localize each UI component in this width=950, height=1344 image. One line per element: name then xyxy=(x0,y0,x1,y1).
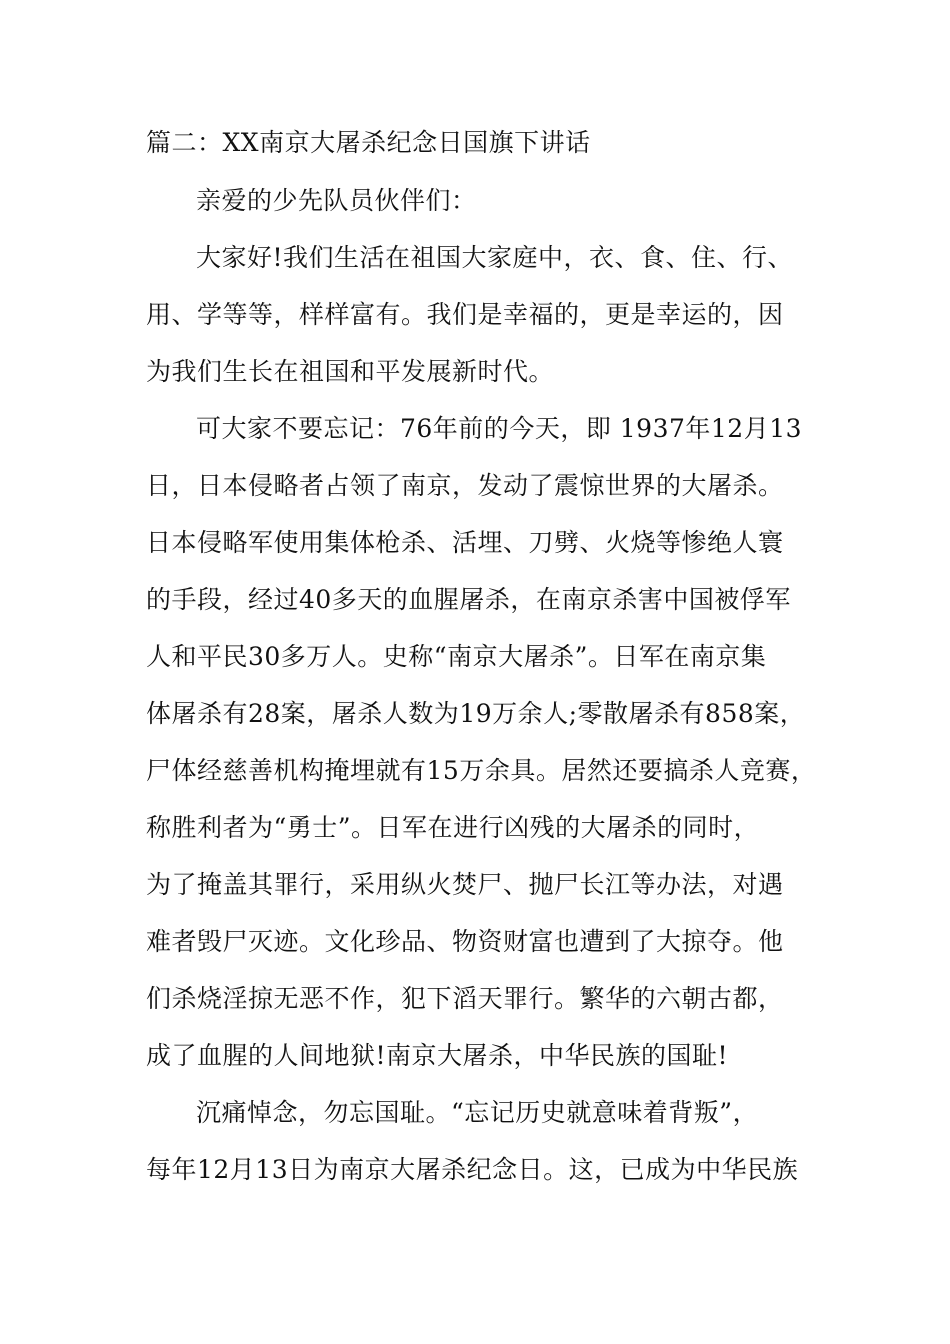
body-line: 沉痛悼念，勿忘国耻。“忘记历史就意味着背叛”， xyxy=(196,1098,759,1127)
body-line: 日本侵略军使用集体枪杀、活埋、刀劈、火烧等惨绝人寰 xyxy=(146,528,784,557)
body-line: 体屠杀有28案，屠杀人数为19万余人;零散屠杀有858案， xyxy=(146,699,806,728)
body-line: 的手段，经过40多天的血腥屠杀，在南京杀害中国被俘军 xyxy=(146,585,791,614)
body-line: 每年12月13日为南京大屠杀纪念日。这，已成为中华民族 xyxy=(146,1155,799,1184)
body-line: 人和平民30多万人。史称“南京大屠杀”。日军在南京集 xyxy=(146,642,767,671)
greeting-line: 亲爱的少先队员伙伴们： xyxy=(196,186,477,215)
body-line: 为了掩盖其罪行，采用纵火焚尸、抛尸长江等办法，对遇 xyxy=(146,870,784,899)
body-line: 日，日本侵略者占领了南京，发动了震惊世界的大屠杀。 xyxy=(146,471,784,500)
body-line: 大家好!我们生活在祖国大家庭中，衣、食、住、行、 xyxy=(196,243,794,272)
body-line: 难者毁尸灭迹。文化珍品、物资财富也遭到了大掠夺。他 xyxy=(146,927,784,956)
body-line: 为我们生长在祖国和平发展新时代。 xyxy=(146,357,555,386)
body-line: 用、学等等，样样富有。我们是幸福的，更是幸运的，因 xyxy=(146,300,784,329)
body-line: 们杀烧淫掠无恶不作，犯下滔天罪行。繁华的六朝古都， xyxy=(146,984,784,1013)
document-title: 篇二：XX南京大屠杀纪念日国旗下讲话 xyxy=(146,128,591,157)
body-line: 可大家不要忘记：76年前的今天，即 1937年12月13 xyxy=(196,414,803,443)
body-line: 尸体经慈善机构掩埋就有15万余具。居然还要搞杀人竞赛， xyxy=(146,756,817,785)
body-line: 成了血腥的人间地狱!南京大屠杀，中华民族的国耻! xyxy=(146,1041,729,1070)
body-line: 称胜利者为“勇士”。日军在进行凶残的大屠杀的同时， xyxy=(146,813,760,842)
